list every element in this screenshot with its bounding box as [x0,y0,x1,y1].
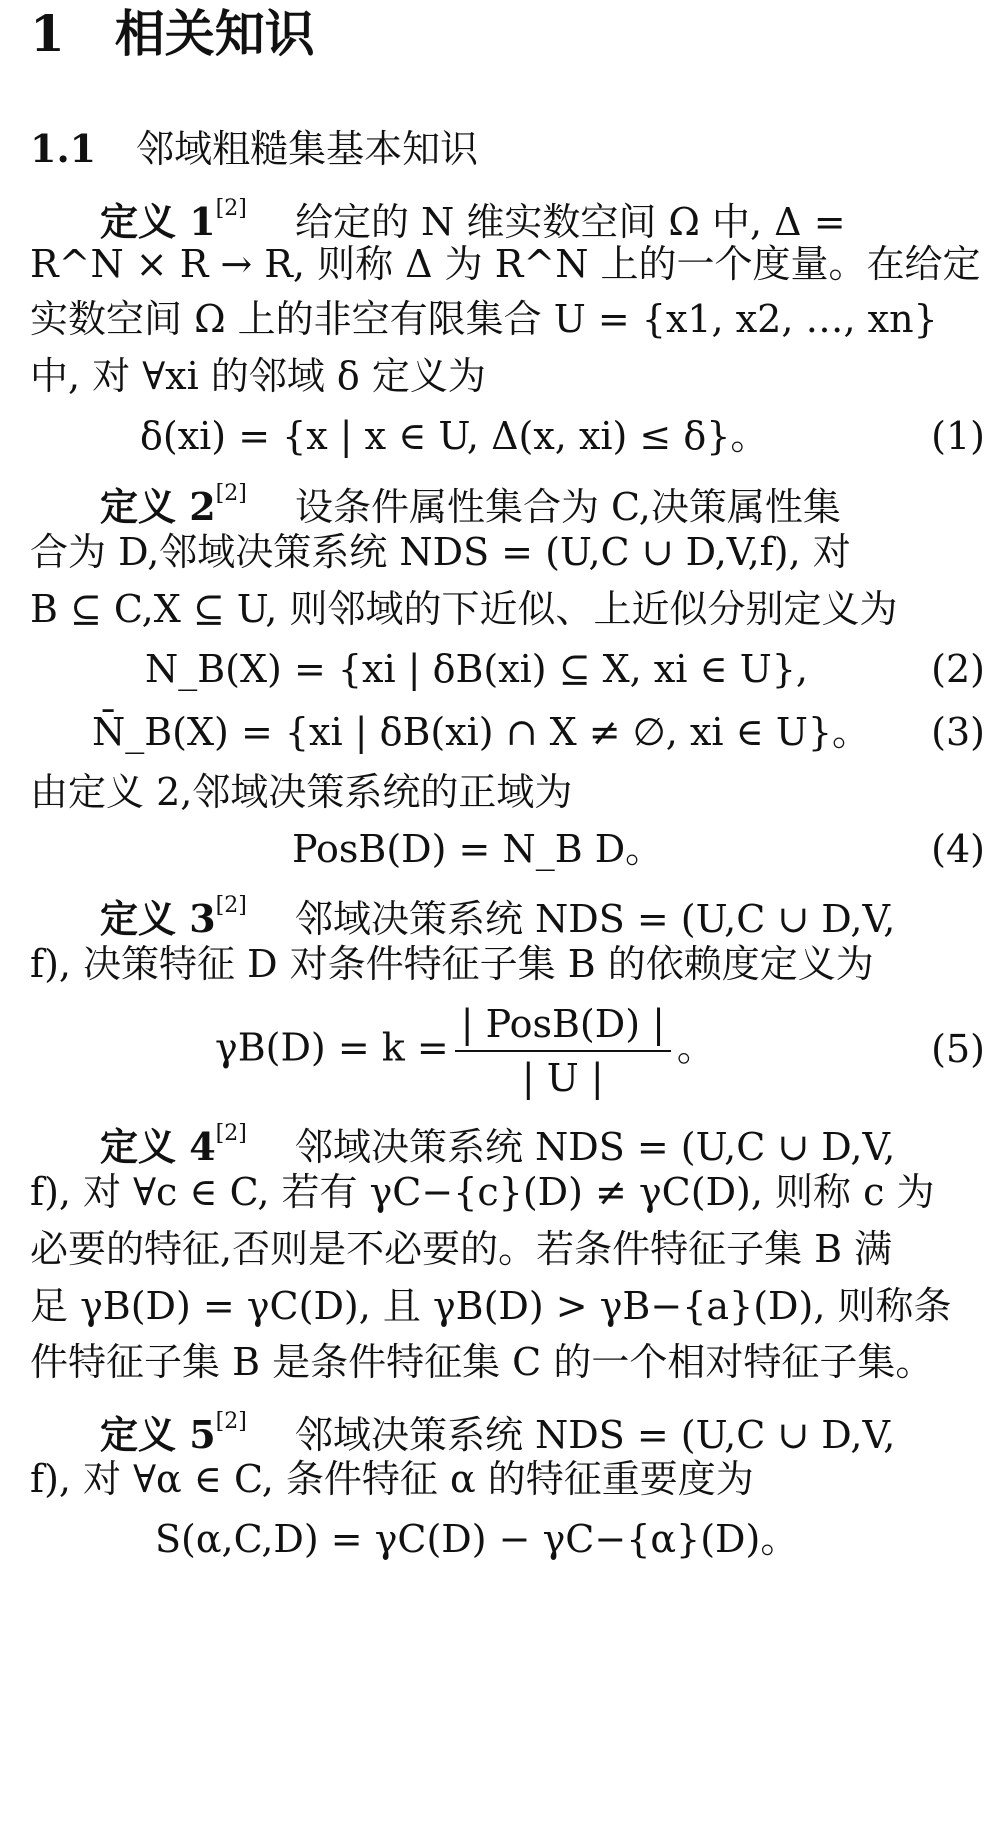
def4-line5: 件特征子集 B 是条件特征集 C 的一个相对特征子集。 [30,1340,934,1384]
def3-line1: 定义 3[2] 邻域决策系统 NDS = (U,C ∪ D,V, [100,893,896,941]
def1-line3: 实数空间 Ω 上的非空有限集合 U = {x1, x2, …, xn} [30,297,938,341]
def2-line3: B ⊆ C,X ⊆ U, 则邻域的下近似、上近似分别定义为 [30,587,898,631]
def1-line2: R^N × R → R, 则称 Δ 为 R^N 上的一个度量。在给定 [30,242,981,286]
def4-line4: 足 γB(D) = γC(D), 且 γB(D) > γB−{a}(D), 则称条 [30,1284,952,1328]
section-heading: 1 相关知识 [30,4,315,63]
def4-line1: 定义 4[2] 邻域决策系统 NDS = (U,C ∪ D,V, [100,1121,896,1169]
equation-5: γB(D) = k = $\frac{\text{| PosB(D) |}}{| U |}$ 。 (5) [215,1002,985,1100]
def4-line3: 必要的特征,否则是不必要的。若条件特征子集 B 满 [30,1227,893,1271]
def1-line1: 定义 1[2] 给定的 N 维实数空间 Ω 中, Δ = [100,196,846,244]
subsection-heading: 1.1 邻域粗糙集基本知识 [30,126,479,171]
paper-page: 1 相关知识 1.1 邻域粗糙集基本知识 定义 1[2] 给定的 N 维实数空间 Ω 中, Δ = R^N × R → R, 则称 Δ 为 R^N 上的一个度量。在给定 实数空间 Ω 上的非空有限集合 U = {x1, x2, …, xn} 中, 对 ∀xi 的邻域 δ 定义为 δ(xi) = {x | x ∈ U, Δ(x, xi) ≤ δ}。 (1) 定义 2[2] 设条件属性集合为 C,决策属性集 合为 D,邻域决策系统 NDS = (U,C ∪ D,V,f), 对 B ⊆ C,X ⊆ U, 则邻域的下近似、上近似分别定义为 N_B(X) = {xi | δB(xi) ⊆ X, xi ∈ U}, (2) N̄_B(X) = {xi | δB(xi) ∩ X ≠ ∅, xi ∈ U}。 (3) 由定义 2,邻域决策系统的正域为 PosB(D) = N_B D。 (4) 定义 3[2] 邻域决策系统 NDS = (U,C ∪ D,V, f), 决策特征 D 对条件特征子集 B 的依赖度定义为 γB(D) = k = $\frac{\text{| PosB(D) |}}{| U |}$ 。 (5) 定义 4[2] 邻域决策系统 NDS = (U,C ∪ D,V, f), 对 ∀c ∈ C, 若有 γC−{c}(D) ≠ γC(D), 则称 c 为 必要的特征,否则是不必要的。若条件特征子集 B 满 足 γB(D) = γC(D), 且 γB(D) > γB−{a}(D), 则称条 件特征子集 B 是条件特征集 C 的一个相对特征子集。 定义 5[2] 邻域决策系统 NDS = (U,C ∪ D,V, f), 对 ∀α ∈ C, 条件特征 α 的特征重要度为 S(α,C,D) = γC(D) − γC−{α}(D)。 [0,0,1005,1837]
fraction: $\frac{\text{| PosB(D) |}}{| U |}$ [455,1000,671,1102]
def2-line4: 由定义 2,邻域决策系统的正域为 [30,770,573,814]
def1-line4: 中, 对 ∀xi 的邻域 δ 定义为 [30,354,486,398]
def3-line2: f), 决策特征 D 对条件特征子集 B 的依赖度定义为 [30,942,874,986]
def2-line1: 定义 2[2] 设条件属性集合为 C,决策属性集 [100,481,841,529]
def4-line2: f), 对 ∀c ∈ C, 若有 γC−{c}(D) ≠ γC(D), 则称 c 为 [30,1170,935,1214]
def5-line2: f), 对 ∀α ∈ C, 条件特征 α 的特征重要度为 [30,1457,754,1501]
def5-line1: 定义 5[2] 邻域决策系统 NDS = (U,C ∪ D,V, [100,1409,896,1457]
def2-line2: 合为 D,邻域决策系统 NDS = (U,C ∪ D,V,f), 对 [30,530,851,574]
